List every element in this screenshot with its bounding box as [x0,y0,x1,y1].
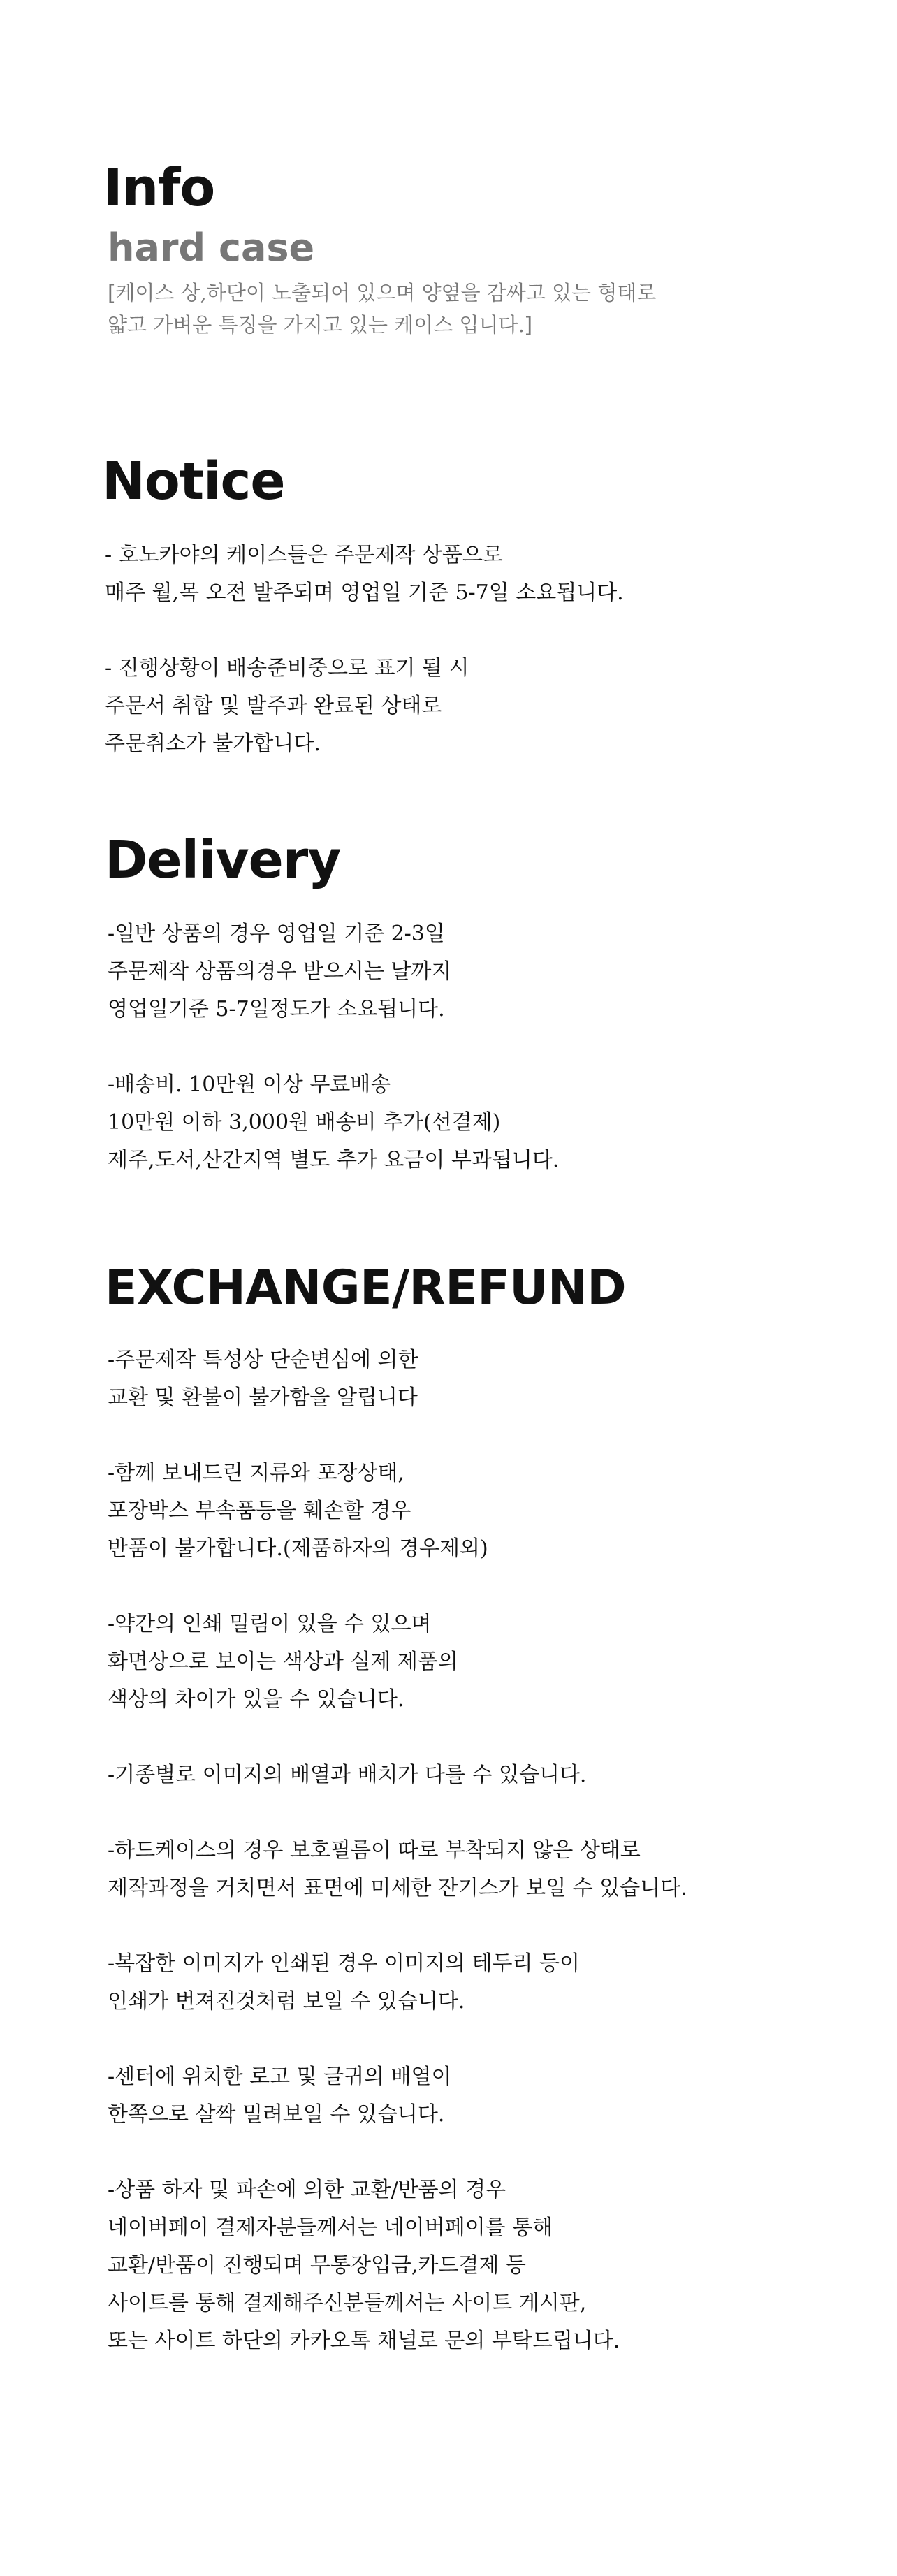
exchange-paragraph: -복잡한 이미지가 인쇄된 경우 이미지의 테두리 등이 인쇄가 번져진것처럼 보일 수 있습니다. [108,1951,580,2014]
notice-section [102,451,829,801]
notice-paragraph: - 호노카야의 케이스들은 주문제작 상품으로 매주 월,목 오전 발주되며 영업일 기준 5-7일 소요됩니다. [105,543,624,605]
exchange-paragraph: -상품 하자 및 파손에 의한 교환/반품의 경우 네이버페이 결제자분들께서는 네이버페이를 통해 교환/반품이 진행되며 무통장입금,카드결제 등 사이트를 통해 결제해주신분들께서는 사이트 게시판, 또는 사이트 하단의 카카오톡 채널로 문의 부탁드립니다. [108,2178,620,2353]
info-section [103,158,830,341]
product-type-label: hard case [108,226,315,270]
product-description: [케이스 상,하단이 노출되어 있으며 양옆을 감싸고 있는 형태로 얇고 가벼운 특징을 가지고 있는 케이스 입니다.] [108,281,657,337]
delivery-paragraph: -일반 상품의 경우 영업일 기준 2-3일 주문제작 상품의경우 받으시는 날까지 영업일기준 5-7일정도가 소요됩니다. [108,922,452,1021]
exchange-refund-heading: EXCHANGE/REFUND [105,1260,627,1316]
exchange-paragraph: -주문제작 특성상 단순변심에 의한 교환 및 환불이 불가함을 알립니다 [108,1348,418,1410]
exchange-paragraph: -기종별로 이미지의 배열과 배치가 다를 수 있습니다. [108,1763,587,1787]
delivery-paragraph: -배송비. 10만원 이상 무료배송 10만원 이하 3,000원 배송비 추가(선결제) 제주,도서,산간지역 별도 추가 요금이 부과됩니다. [108,1072,560,1172]
exchange-paragraph: -함께 보내드린 지류와 포장상태, 포장박스 부속품등을 훼손할 경우 반품이 불가합니다.(제품하자의 경우제외) [108,1461,488,1561]
notice-paragraph: - 진행상황이 배송준비중으로 표기 될 시 주문서 취합 및 발주과 완료된 상태로 주문취소가 불가합니다. [105,656,469,756]
notice-heading: Notice [102,451,285,511]
delivery-heading: Delivery [105,830,341,890]
exchange-paragraph: -약간의 인쇄 밀림이 있을 수 있으며 화면상으로 보이는 색상과 실제 제품의 색상의 차이가 있을 수 있습니다. [108,1612,458,1712]
info-heading: Info [103,158,215,218]
exchange-refund-section [105,1260,831,2398]
exchange-paragraph: -센터에 위치한 로고 및 글귀의 배열이 한쪽으로 살짝 밀려보일 수 있습니다. [108,2065,452,2127]
exchange-paragraph: -하드케이스의 경우 보호필름이 따로 부착되지 않은 상태로 제작과정을 거치면서 표면에 미세한 잔기스가 보일 수 있습니다. [108,1838,687,1900]
delivery-section [105,830,831,1217]
